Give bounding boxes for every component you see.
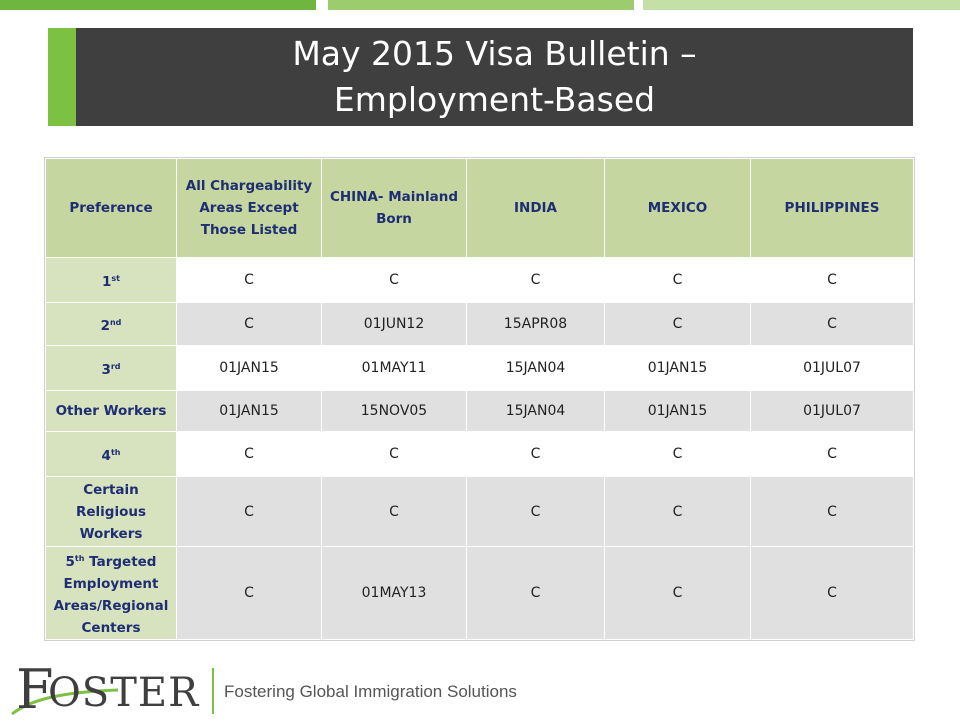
table-row [46, 547, 914, 640]
pref-ordinal: st [111, 273, 120, 283]
pref-ordinal: nd [109, 317, 122, 327]
header-all-chargeability: All Chargeability Areas Except Those Listed [177, 159, 322, 258]
pref-cell [46, 303, 177, 346]
header-india: INDIA [467, 159, 605, 258]
table-cell: C [751, 547, 914, 640]
pref-label-suffix: Targeted Employment Areas/Regional Centers [53, 553, 169, 636]
pref-label: Certain Religious Workers [75, 481, 147, 542]
table-cell: 15JAN04 [467, 391, 605, 432]
table-cell: 01JAN15 [177, 346, 322, 391]
table-cell: C [467, 432, 605, 477]
table-row [46, 432, 914, 477]
pref-cell [46, 477, 177, 547]
table-cell: C [751, 477, 914, 547]
table-cell: C [751, 303, 914, 346]
logo-wordmark: OSTER [48, 670, 200, 716]
pref-label: 3 [101, 361, 111, 378]
table-cell: C [322, 258, 467, 303]
slide-title-line-2: Employment-Based [333, 80, 656, 119]
pref-cell [46, 391, 177, 432]
table-cell: 01MAY11 [322, 346, 467, 391]
pref-label: 1 [102, 273, 112, 290]
table-cell: 15NOV05 [322, 391, 467, 432]
pref-label: 2 [100, 317, 110, 334]
table-cell: 01MAY13 [322, 547, 467, 640]
table-cell: C [177, 477, 322, 547]
table-row [46, 391, 914, 432]
top-accent-bar-1 [0, 0, 316, 10]
table-cell: C [605, 477, 751, 547]
foster-logo [10, 660, 540, 720]
table-row [46, 477, 914, 547]
table-cell: 01JAN15 [605, 346, 751, 391]
table-row [46, 258, 914, 303]
pref-cell [46, 547, 177, 640]
table-cell: C [751, 432, 914, 477]
table-cell: C [177, 258, 322, 303]
table-cell: C [467, 477, 605, 547]
table-cell: C [605, 547, 751, 640]
pref-label: 5 [65, 553, 75, 570]
slide-title-line-1: May 2015 Visa Bulletin – [292, 34, 697, 73]
table-cell: C [177, 303, 322, 346]
logo-initial: F [16, 658, 54, 721]
pref-ordinal: rd [110, 361, 121, 371]
header-preference: Preference [46, 159, 177, 258]
title-accent-block [48, 28, 76, 126]
header-mexico: MEXICO [605, 159, 751, 258]
table-cell: C [605, 432, 751, 477]
table-cell: 01JAN15 [177, 391, 322, 432]
table-cell: C [605, 258, 751, 303]
logo-divider [212, 668, 214, 714]
table-cell: C [467, 547, 605, 640]
table-cell: C [467, 258, 605, 303]
pref-ordinal: th [110, 447, 121, 457]
logo-tagline: Fostering Global Immigration Solutions [224, 682, 517, 701]
table-cell: C [605, 303, 751, 346]
table-row [46, 303, 914, 346]
table-cell: C [322, 477, 467, 547]
pref-cell [46, 258, 177, 303]
table-cell: 01JUN12 [322, 303, 467, 346]
slide-title [76, 28, 913, 126]
header-china: CHINA- Mainland Born [322, 159, 467, 258]
table-cell: C [177, 432, 322, 477]
top-accent-bar-3 [643, 0, 960, 10]
table-cell: 01JAN15 [605, 391, 751, 432]
top-accent-bar-2 [328, 0, 634, 10]
table-cell: 15JAN04 [467, 346, 605, 391]
header-philippines: PHILIPPINES [751, 159, 914, 258]
table-cell: C [177, 547, 322, 640]
table-cell: 01JUL07 [751, 391, 914, 432]
pref-label: Other Workers [55, 403, 167, 419]
table-cell: C [322, 432, 467, 477]
table-cell: 01JUL07 [751, 346, 914, 391]
table-header-row [46, 159, 914, 258]
table-cell: 15APR08 [467, 303, 605, 346]
visa-bulletin-table [45, 158, 914, 640]
pref-label: 4 [101, 447, 111, 464]
table-cell: C [751, 258, 914, 303]
pref-cell [46, 346, 177, 391]
pref-ordinal: th [74, 553, 85, 563]
table-row [46, 346, 914, 391]
pref-cell [46, 432, 177, 477]
